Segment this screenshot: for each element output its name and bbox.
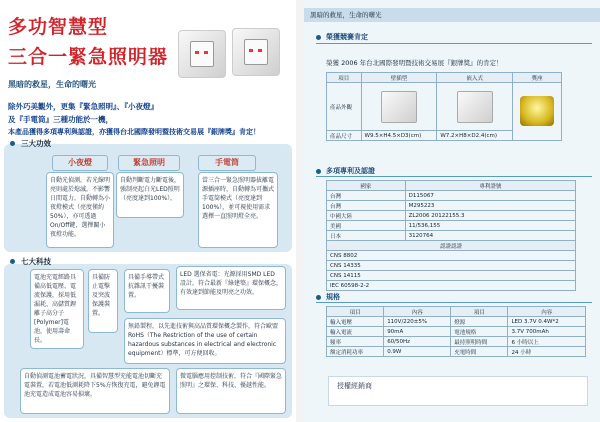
trophy-photo [520, 96, 554, 126]
cert-table [326, 240, 576, 291]
cell: 110V/220±5% [384, 317, 451, 327]
col-header: 壁插型 [361, 73, 437, 83]
col-header: 認證認證 [327, 241, 576, 251]
cell: CNS 14115 [327, 271, 576, 281]
cell: IEC 60598-2-2 [327, 281, 576, 291]
cell: 6 小時以上 [508, 337, 586, 347]
col-header: 項目 [327, 73, 362, 83]
spec-heading-text: 規格 [326, 293, 340, 301]
intro-line-1: 除外巧美觀外，更集『緊急照明』、『小夜燈』 [8, 102, 158, 111]
cell: 11/536,155 [405, 221, 575, 231]
patent-heading-text: 多項專利及認證 [326, 167, 375, 175]
col-header: 內容 [508, 307, 586, 317]
section-seven-tech [10, 256, 51, 267]
feature-text-1: 自動光偵測，若光線明亮則處於熄滅，不影響日間電力，自動轉為小夜燈模式（亮度僅約50%），亦可透過On/Off鍵，選擇關小夜燈功能。 [46, 172, 114, 248]
intro-line-2: 及『手電筒』三種功能於一機， [8, 115, 113, 124]
title-line1: 多功智慧型 [8, 16, 109, 38]
spec-heading [316, 292, 340, 302]
award-text: 榮獲 2006 年台北國際發明暨技術交易展『銀牌獎』的肯定！ [326, 59, 503, 67]
tech-card-4: LED 選保省電：光源採用SMD LED 設計，符合最新『綠建築』環保概念，有效達到節能及明亮之功效。 [176, 266, 286, 310]
col-header: 項目 [327, 307, 384, 317]
cell: 24 小時 [508, 347, 586, 357]
feature-text-2: 自動判斷電力斷電後，強制亮起白光LED照明（亮度達到100%）。 [116, 172, 184, 218]
cell: ZL2006 20122155.3 [405, 211, 575, 221]
col-header: 國家 [327, 181, 406, 191]
title-line2: 三合一緊急照明器 [8, 46, 169, 68]
award-table [326, 72, 562, 141]
divider [316, 176, 592, 177]
cell: 60/50Hz [384, 337, 451, 347]
col-header: 內容 [384, 307, 451, 317]
row-label: 產品尺寸 [327, 131, 362, 141]
cell: 充電時間 [451, 347, 508, 357]
cell: 輸入電壓 [327, 317, 384, 327]
cell: 最持照明時間 [451, 337, 508, 347]
product-photo-1 [178, 30, 226, 78]
cell: 90mA [384, 327, 451, 337]
patent-table [326, 180, 576, 241]
cell: 3.7V 700mAh [508, 327, 586, 337]
cell: 中國大陸 [327, 211, 406, 221]
bullet-icon [10, 141, 15, 146]
feature-title-1: 小夜燈 [52, 155, 108, 171]
tech-card-6: 自動偵測電池蓄電狀況，具備智慧型充能電池切斷充電裝置，若電池低測耗降下5%方恢復充電，避免鋰電池充電造成電池容易損壞。 [20, 368, 170, 414]
dealer-label: 授權經銷商 [337, 382, 372, 390]
tech-card-1: 電池充電經路具備高低電壓、電流保護，採用低漏耗、高儲質鋰離子高分子[Polymer]電池，使用壽命長。 [30, 269, 84, 349]
divider [316, 302, 592, 303]
cell: D115067 [405, 191, 575, 201]
cell: 日本 [327, 231, 406, 241]
feature-title-2: 緊急照明 [118, 155, 180, 171]
wall-plug-photo [381, 91, 417, 123]
cell: W7.2×H8×D2.4(cm) [437, 131, 513, 141]
patent-heading [316, 166, 375, 176]
col-header: 項目 [451, 307, 508, 317]
section-title: 七大科技 [21, 257, 51, 266]
tech-card-3: 具備手導帶式抗雜訊干擾裝置。 [124, 269, 170, 313]
product-photo-2 [232, 28, 280, 76]
dealer-box [328, 376, 588, 406]
divider [316, 43, 592, 44]
left-page [0, 0, 296, 422]
cell: 台灣 [327, 201, 406, 211]
bullet-icon [316, 295, 321, 300]
embedded-photo [457, 91, 493, 123]
cell: CNS 14335 [327, 261, 576, 271]
cell: 3120764 [405, 231, 575, 241]
row-label: 產品外觀 [327, 83, 362, 131]
col-header: 專利證號 [405, 181, 575, 191]
bullet-icon [316, 35, 321, 40]
page-gutter [296, 0, 304, 422]
section-title: 三大功效 [21, 139, 51, 148]
cell: 電池規格 [451, 327, 508, 337]
bullet-icon [316, 169, 321, 174]
col-header: 獎座 [513, 73, 562, 83]
intro-text [8, 100, 290, 139]
bullet-icon [10, 259, 15, 264]
section-three-functions [10, 138, 51, 149]
award-heading-text: 榮獲競賽肯定 [326, 33, 368, 41]
cell: 輸入電流 [327, 327, 384, 337]
intro-line-3: 本產品獲得多項專利與認證，亦獲得台北國際發明暨技術交易展『銀牌獎』肯定！ [8, 128, 260, 136]
feature-title-3: 手電筒 [198, 155, 256, 171]
slogan: 黑暗的救星，生命的曙光 [8, 80, 96, 89]
cell: 頻率 [327, 337, 384, 347]
tech-card-2: 具備防止電擊及突波保護裝置。 [88, 269, 118, 333]
tech-card-5: 無鉛製程，以先進技術與高品質環保概念製作，符合歐盟RoHS（The Restriction of the use of certain hazardous substances in electrical and electronic equipment）標準，可方便回收。 [124, 318, 286, 364]
right-header: 黑暗的救星，生命的曙光 [304, 8, 600, 22]
tech-card-7: 微電腦應用控制技術，符合『國際緊急照明』之環保、科技、優越性能。 [176, 368, 286, 414]
cell: 額定消耗功率 [327, 347, 384, 357]
award-heading [316, 32, 368, 42]
spec-table [326, 306, 586, 357]
cell: W9.5×H4.5×D3(cm) [361, 131, 437, 141]
cell: M295223 [405, 201, 575, 211]
cell: 台灣 [327, 191, 406, 201]
right-page [304, 0, 600, 422]
feature-text-3: 當三合一緊急照明器拔離電源插座時，自動轉為可攜式手電筒模式（亮度達到100%），並可視使用需求選擇一直照明燈全亮。 [198, 172, 278, 248]
col-header: 嵌入式 [437, 73, 513, 83]
cell: CNS 8802 [327, 251, 576, 261]
cell: LED 3.7V 0.4W*2 [508, 317, 586, 327]
cell: 0.9W [384, 347, 451, 357]
cell: 燈源 [451, 317, 508, 327]
cell: 美國 [327, 221, 406, 231]
